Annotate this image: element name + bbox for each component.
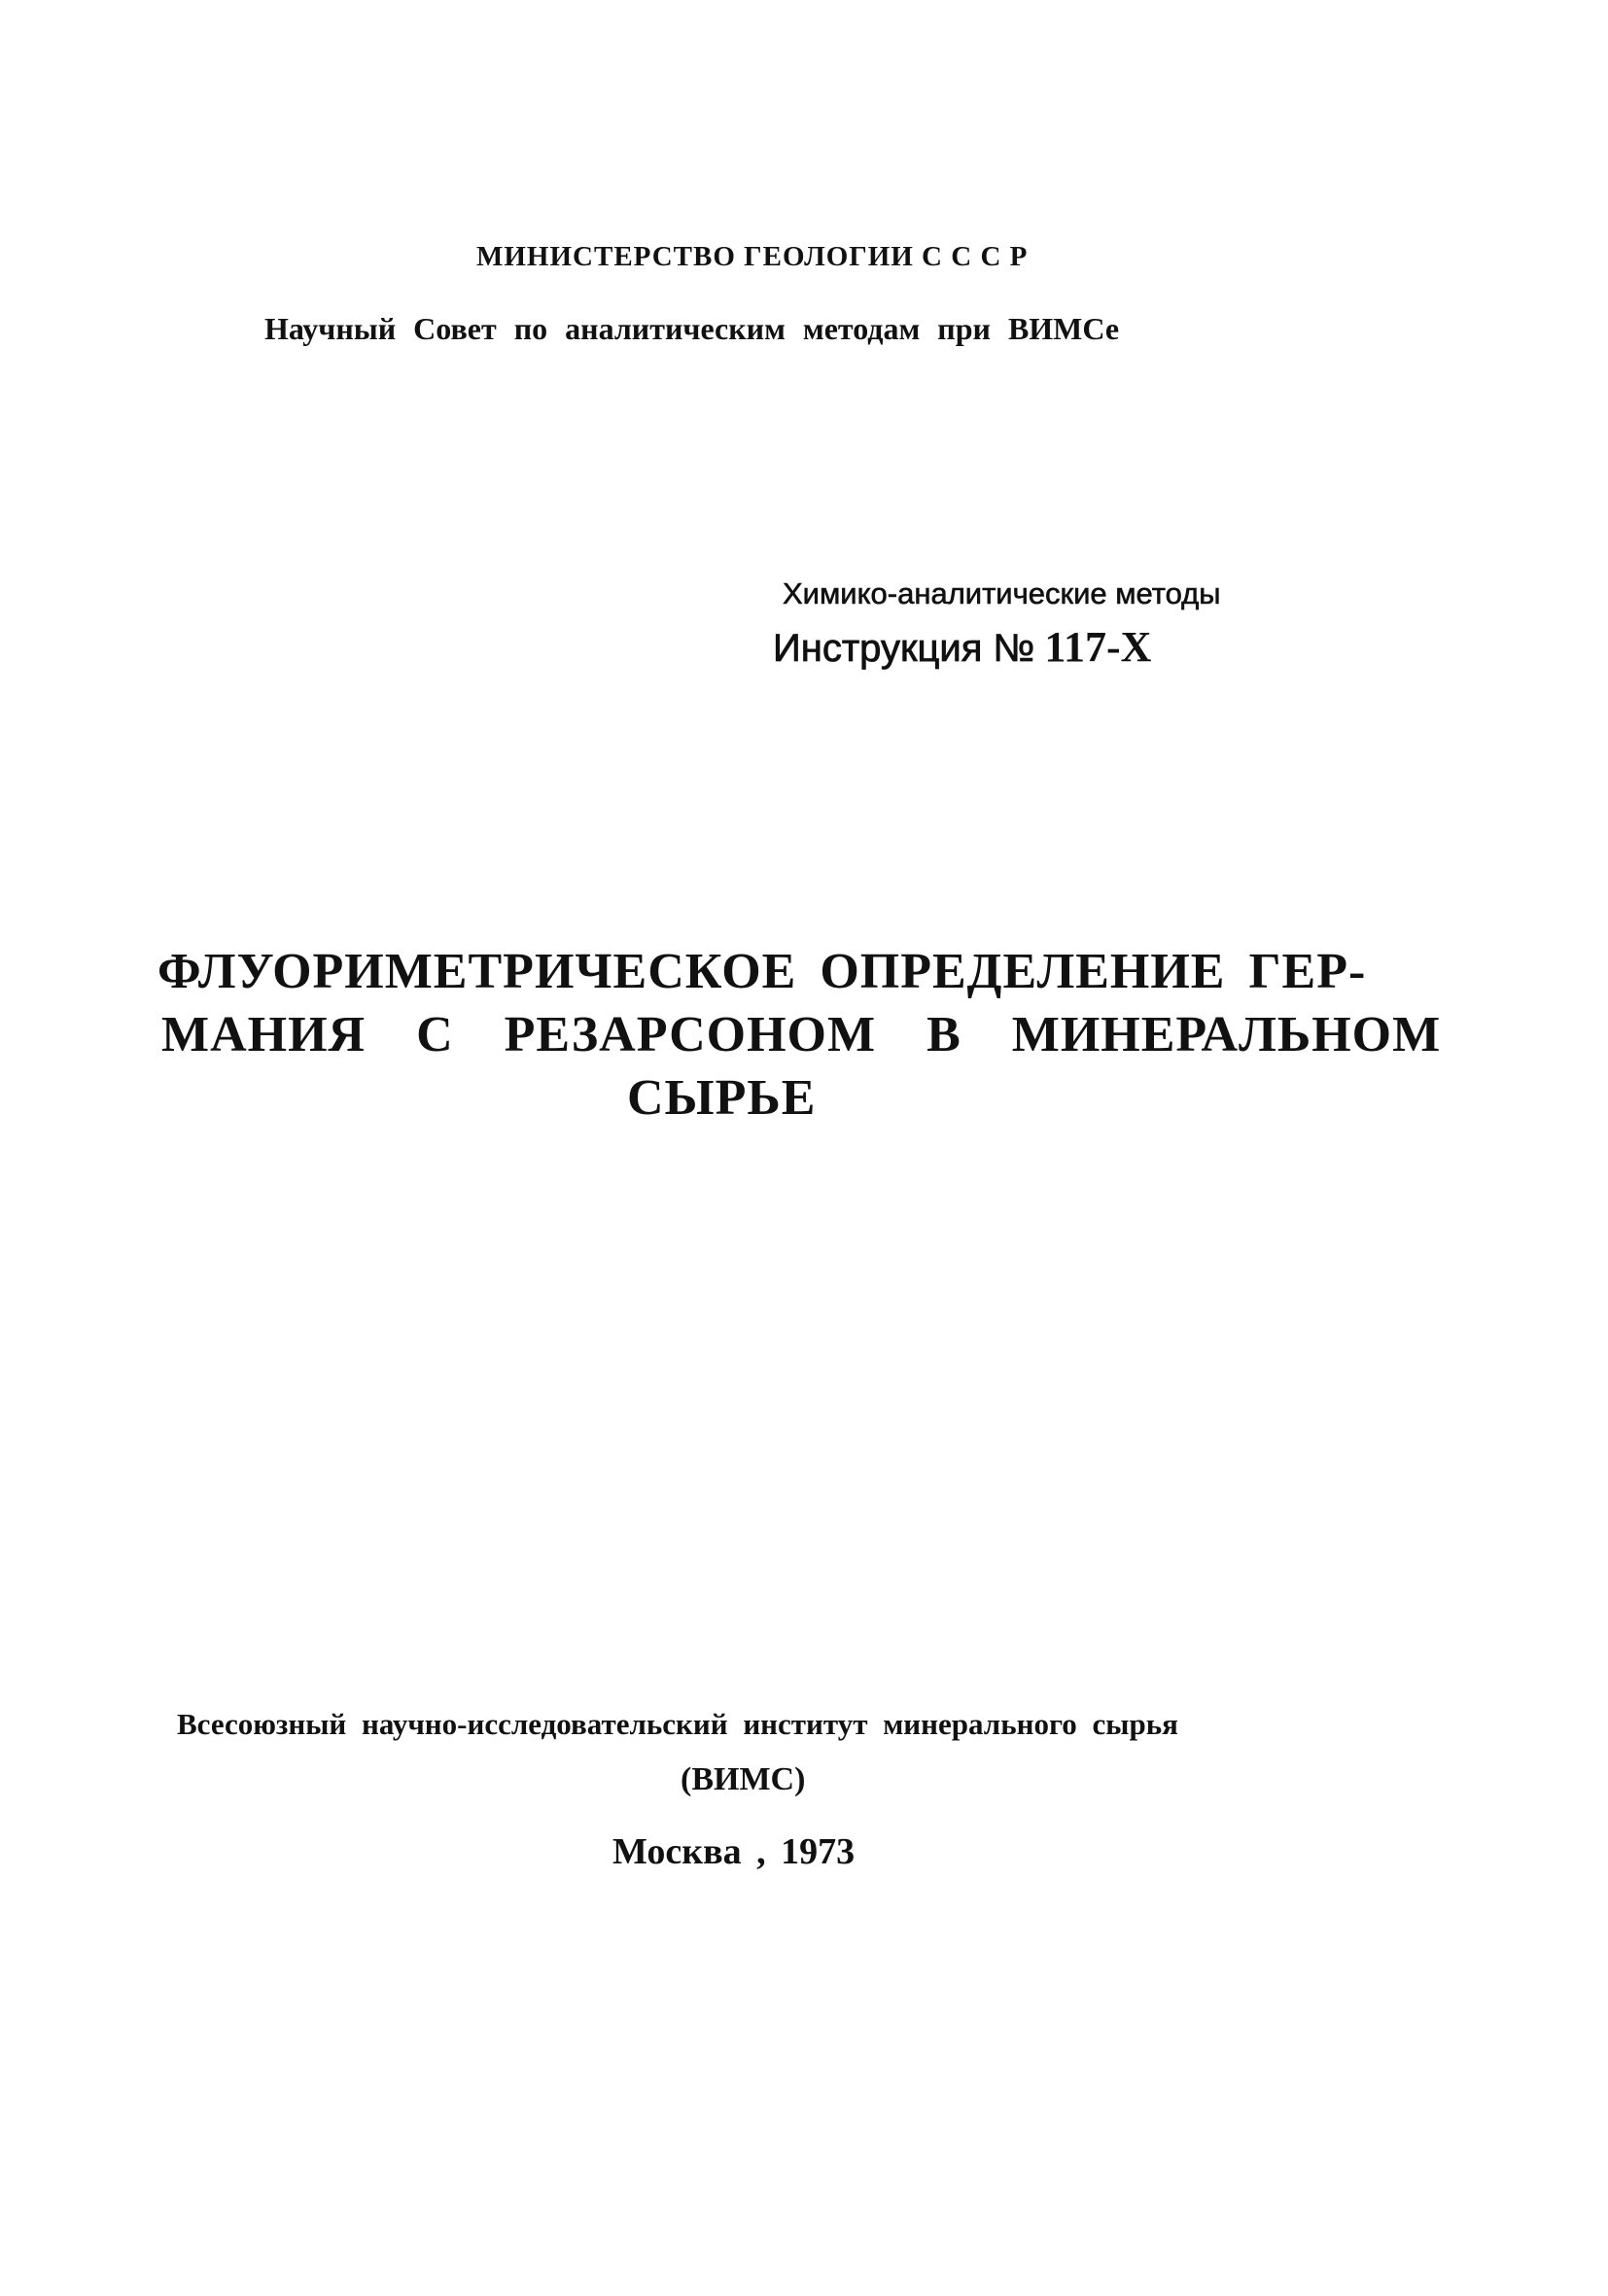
instruction-line (773, 622, 1151, 672)
ministry-heading: МИНИСТЕРСТВО ГЕОЛОГИИ С С С Р (476, 241, 1029, 272)
document-title-line-2: МАНИЯ С РЕЗАРСОНОМ В МИНЕРАЛЬНОМ (161, 1007, 1442, 1062)
publication-city-year: Москва , 1973 (612, 1831, 856, 1872)
document-title-line-1: ФЛУОРИМЕТРИЧЕСКОЕ ОПРЕДЕЛЕНИЕ ГЕР- (157, 944, 1367, 999)
document-title-line-3: СЫРЬЕ (627, 1070, 817, 1126)
publisher-institute: Всесоюзный научно-исследовательский институт минерального сырья (177, 1707, 1178, 1741)
publisher-abbreviation: (ВИМС) (681, 1761, 806, 1797)
instruction-label: Инструкция № (773, 627, 1035, 670)
instruction-number: 117-Х (1044, 623, 1152, 671)
council-subheading: Научный Совет по аналитическим методам при ВИМСе (264, 311, 1120, 346)
series-label: Химико-аналитические методы (783, 576, 1221, 610)
